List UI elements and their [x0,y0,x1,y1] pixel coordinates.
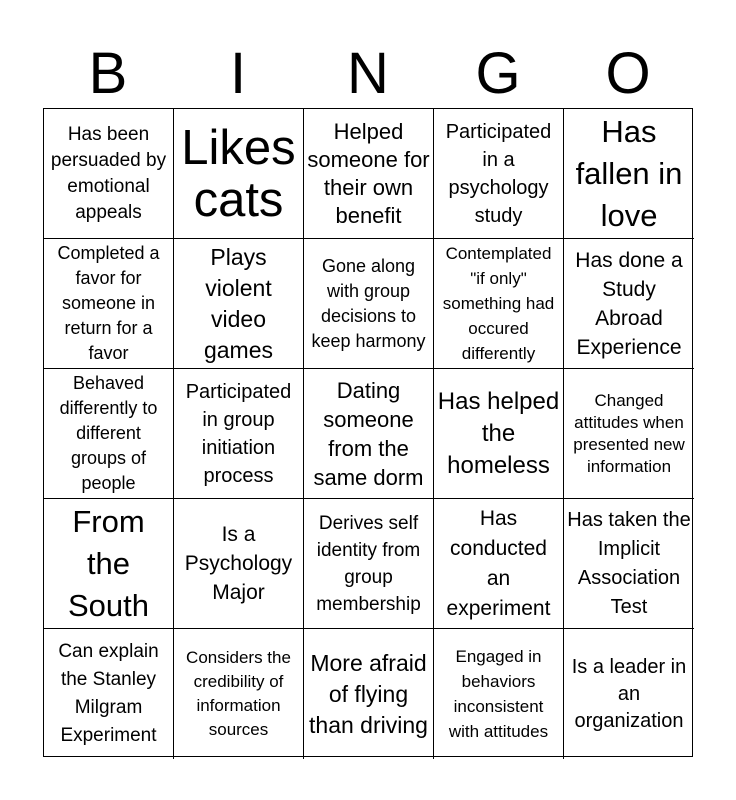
bingo-cell-text: Likes cats [181,120,296,227]
bingo-cell-text: More afraid of flying than driving [309,649,428,738]
bingo-cell-r1-c1[interactable] [44,109,174,239]
bingo-cell-text: Completed a favor for someone in return for a favor [57,243,160,363]
bingo-cell-text: Changed attitudes when presented new information [573,390,685,476]
bingo-cell-r4-c2[interactable] [174,499,304,629]
bingo-cell-r3-c1[interactable] [44,369,174,499]
bingo-cell-text: Has conducted an experiment [446,506,551,620]
bingo-cell-r2-c1[interactable] [44,239,174,369]
bingo-cell-text: Helped someone for their own benefit [307,118,430,228]
bingo-cell-r3-c4[interactable] [434,369,564,499]
bingo-cell-text: Has done a Study Abroad Experience [575,248,683,359]
bingo-cell-text: From the South [67,503,149,623]
bingo-board [43,108,693,757]
bingo-cell-text: Is a leader in an organization [571,655,687,732]
bingo-cell-text: Dating someone from the same dorm [313,377,424,490]
bingo-cell-r2-c3[interactable] [304,239,434,369]
bingo-cell-r4-c5[interactable] [564,499,694,629]
bingo-cell-r1-c5[interactable] [564,109,694,239]
bingo-cell-text: Derives self identity from group membership [316,512,421,615]
bingo-cell-text: Has helped the homeless [437,387,560,479]
header-letter-n: N [347,41,389,106]
bingo-cell-text: Behaved differently to different groups of people [59,373,158,493]
bingo-cell-text: Considers the credibility of information sources [186,648,291,739]
bingo-cell-text: Engaged in behaviors inconsistent with attitudes [448,647,549,741]
bingo-cell-r2-c5[interactable] [564,239,694,369]
bingo-cell-r5-c1[interactable] [44,629,174,759]
header-letter-b: B [88,41,128,106]
bingo-cell-text: Plays violent video games [203,243,274,363]
bingo-cell-text: Has taken the Implicit Association Test [567,508,691,618]
bingo-cell-r3-c3[interactable] [304,369,434,499]
bingo-cell-text: Participated in group initiation process [185,380,292,487]
bingo-cell-r5-c4[interactable] [434,629,564,759]
bingo-cell-r5-c2[interactable] [174,629,304,759]
bingo-cell-text: Has been persuaded by emotional appeals [50,123,167,223]
bingo-cell-text: Is a Psychology Major [184,523,293,604]
bingo-cell-r5-c5[interactable] [564,629,694,759]
bingo-cell-r5-c3[interactable] [304,629,434,759]
bingo-cell-r3-c2[interactable] [174,369,304,499]
bingo-cell-text: Has fallen in love [575,113,683,233]
bingo-cell-r2-c2[interactable] [174,239,304,369]
bingo-cell-r4-c3[interactable] [304,499,434,629]
bingo-cell-r1-c2[interactable] [174,109,304,239]
bingo-cell-r4-c1[interactable] [44,499,174,629]
bingo-cell-text: Contemplated "if only" something had occured differently [442,244,555,363]
bingo-cell-text: Can explain the Stanley Milgram Experiment [58,641,159,746]
header-letter-i: I [229,41,247,106]
bingo-cell-r1-c3[interactable] [304,109,434,239]
header-letter-g: G [475,41,521,106]
bingo-header [43,40,693,108]
bingo-cell-r3-c5[interactable] [564,369,694,499]
header-letter-o: O [605,41,651,106]
bingo-cell-r1-c4[interactable] [434,109,564,239]
bingo-cell-text: Participated in a psychology study [445,120,552,227]
bingo-cell-text: Gone along with group decisions to keep harmony [311,255,426,351]
bingo-cell-r4-c4[interactable] [434,499,564,629]
bingo-cell-r2-c4[interactable] [434,239,564,369]
